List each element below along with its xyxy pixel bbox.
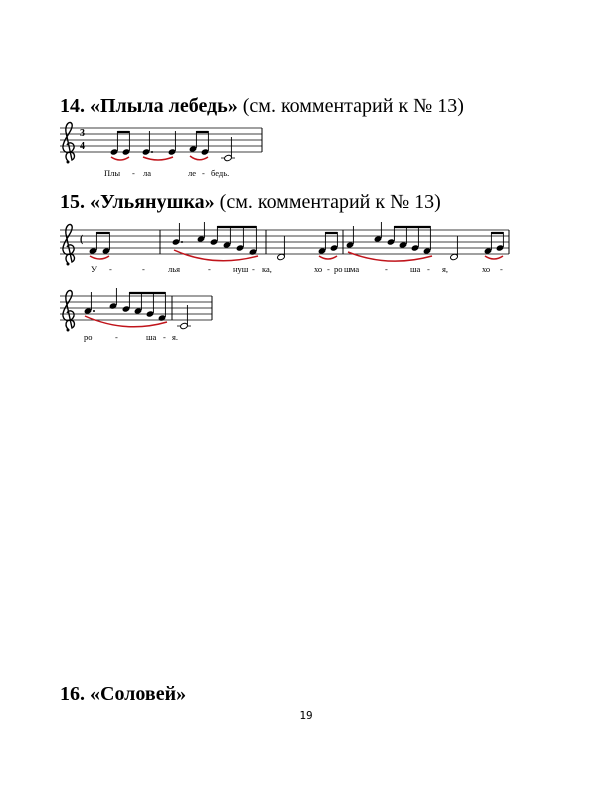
- section-comment: (см. комментарий к № 13): [219, 191, 441, 213]
- lyric-syllable: хо: [314, 264, 323, 274]
- lyric-syllable: Плы: [104, 168, 121, 178]
- score-15-line-2: [60, 288, 212, 342]
- lyric-syllable: ш: [344, 264, 351, 274]
- section-number: 14.: [60, 95, 85, 117]
- lyric-syllable: лья: [168, 264, 181, 274]
- slurs: [90, 250, 503, 261]
- lyric-syllable: нуш: [233, 264, 249, 274]
- lyric-syllable: -: [385, 264, 388, 274]
- lyric-syllable: ка,: [262, 264, 272, 274]
- lyric-syllable: бедь.: [211, 168, 230, 178]
- lyric-syllable: я,: [442, 264, 449, 274]
- lyric-syllable: -: [115, 332, 118, 342]
- lyric-syllable: -: [252, 264, 255, 274]
- lyric-syllable: ма: [350, 264, 360, 274]
- lyrics-line: [91, 264, 503, 274]
- staff-lines: [60, 296, 212, 320]
- lyric-syllable: -: [163, 332, 166, 342]
- tempo-mark: (: [80, 234, 84, 245]
- lyric-syllable: ша: [146, 332, 157, 342]
- lyric-syllable: -: [109, 264, 112, 274]
- lyric-syllable: -: [427, 264, 430, 274]
- lyric-syllable: ро: [84, 332, 93, 342]
- lyrics-line: [104, 168, 229, 178]
- lyric-syllable: ла: [143, 168, 152, 178]
- time-signature-top: 3: [80, 128, 85, 139]
- section-title: «Соловей»: [90, 683, 187, 705]
- section-title: «Плыла лебедь»: [90, 95, 238, 117]
- slurs: [85, 316, 167, 327]
- treble-clef: [63, 122, 75, 163]
- section-title: «Ульянушка»: [90, 191, 215, 213]
- lyric-syllable: У: [91, 264, 98, 274]
- lyric-syllable: -: [202, 168, 205, 178]
- score-15-line-1: [60, 222, 509, 274]
- lyric-syllable: ро: [334, 264, 343, 274]
- lyric-syllable: я.: [172, 332, 179, 342]
- score-14: [60, 122, 262, 178]
- section-comment: (см. комментарий к № 13): [242, 95, 464, 117]
- lyric-syllable: -: [142, 264, 145, 274]
- section-number: 16.: [60, 683, 85, 705]
- section-number: 15.: [60, 191, 85, 213]
- lyric-syllable: -: [327, 264, 330, 274]
- page-number: 19: [299, 709, 313, 722]
- notes: [89, 222, 505, 261]
- lyric-syllable: -: [500, 264, 503, 274]
- treble-clef: [63, 290, 75, 331]
- lyric-syllable: ша: [410, 264, 421, 274]
- lyric-syllable: ле: [188, 168, 197, 178]
- treble-clef: [63, 224, 75, 265]
- lyric-syllable: -: [208, 264, 211, 274]
- slurs: [111, 156, 208, 160]
- lyrics-line: [84, 332, 178, 342]
- notes: [84, 288, 191, 330]
- lyric-syllable: -: [132, 168, 135, 178]
- lyric-syllable: хо: [482, 264, 491, 274]
- time-signature-bottom: 4: [80, 141, 85, 152]
